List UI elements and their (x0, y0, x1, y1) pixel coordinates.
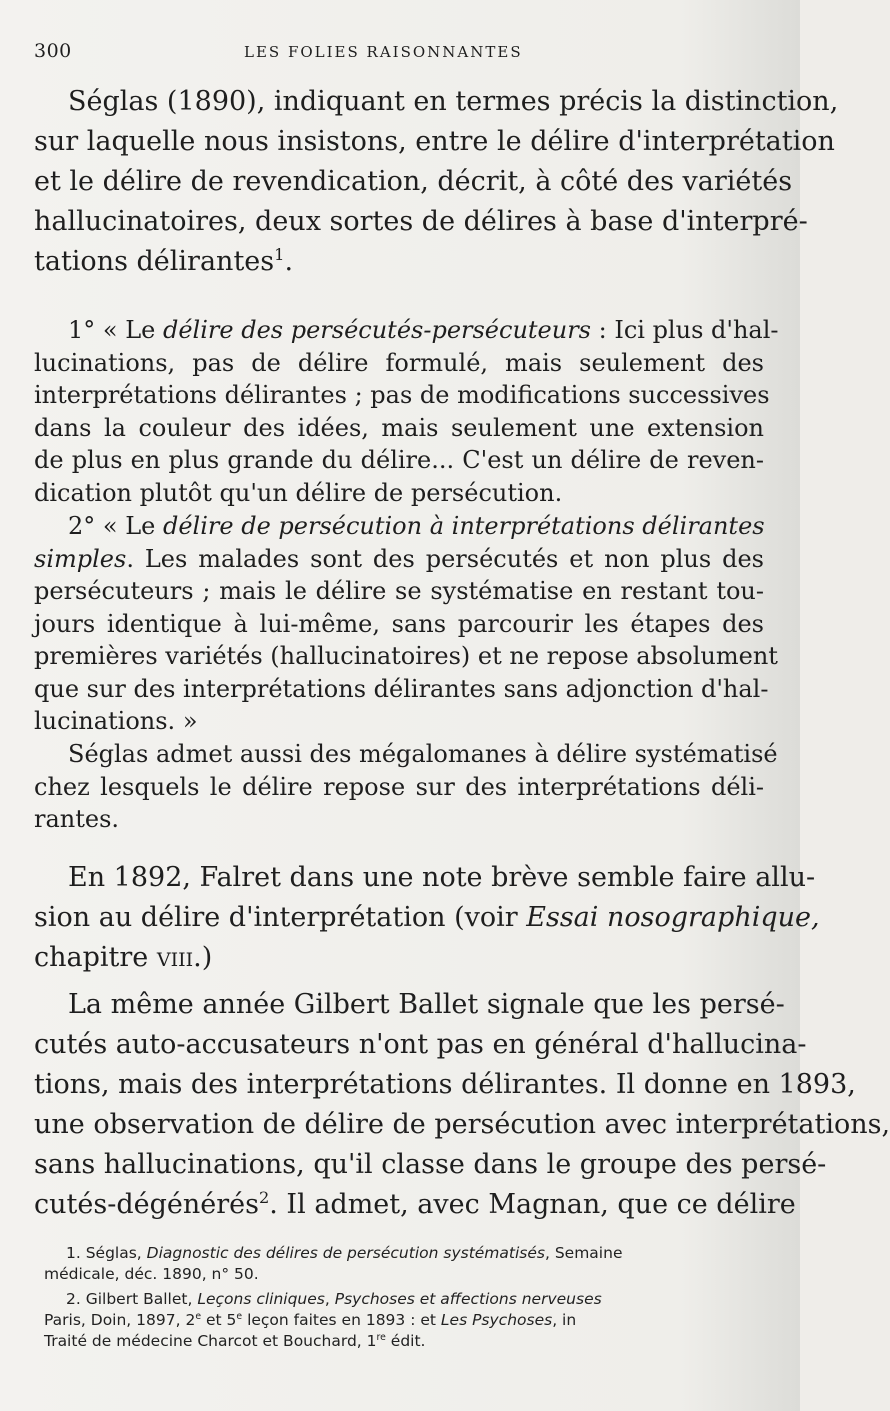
text-line: que sur des interprétations délirantes sans adjonction d'hal- (34, 674, 769, 703)
text-line: chez lesquels le délire repose sur des interprétations déli- (34, 772, 764, 801)
text-line: Séglas admet aussi des mégalomanes à délire systématisé (68, 740, 778, 768)
text-segment: 2. Gilbert Ballet, (66, 1290, 198, 1308)
text-segment: . (284, 246, 294, 277)
italic-term: délire de persécution à interprétations délirantes (162, 512, 765, 540)
ordinal-suffix: e (236, 1310, 243, 1322)
text-line: cutés auto-accusateurs n'ont pas en général d'hallucina- (34, 1029, 807, 1060)
text-line: jours identique à lui-même, sans parcourir les étapes des (34, 609, 764, 638)
text-segment: , in (552, 1311, 577, 1329)
text-segment: . Les malades sont des persécutés et non plus des (126, 544, 764, 573)
text-line: de plus en plus grande du délire... C'est un délire de reven- (34, 446, 764, 474)
ordinal-suffix: e (195, 1310, 202, 1322)
text-line: lucinations. » (34, 707, 198, 735)
chapter-numeral: viii (156, 942, 194, 973)
text-line: Séglas (1890), indiquant en termes précis la distinction, (68, 86, 839, 117)
paragraph-megalomanes (34, 738, 778, 836)
italic-title: Essai nosographique, (526, 902, 820, 933)
italic-title: Diagnostic des délires de persécution systématisés (146, 1244, 545, 1262)
text-segment: chapitre (34, 942, 157, 973)
text-line (34, 510, 764, 543)
text-segment: , (324, 1290, 335, 1308)
text-line: persécuteurs ; mais le délire se systématise en restant tou- (34, 577, 764, 605)
text-segment: tations délirantes (34, 246, 275, 277)
italic-title: Les Psychoses (440, 1311, 553, 1329)
footnote-2-line (44, 1289, 764, 1310)
text-segment: Traité de médecine Charcot et Bouchard, 1 (44, 1332, 377, 1350)
page-header (34, 40, 760, 70)
text-segment: sion au délire d'interprétation (voir (34, 902, 527, 933)
text-line: lucinations, pas de délire formulé, mais seulement des (34, 348, 764, 377)
text-line: sans hallucinations, qu'il classe dans le groupe des persé- (34, 1149, 827, 1180)
paragraph-persecutes-persecuteurs (34, 314, 779, 509)
ordinal-suffix: re (376, 1331, 386, 1343)
text-line (34, 898, 820, 938)
page-number: 300 (34, 40, 72, 62)
text-line (34, 938, 764, 978)
text-line: dans la couleur des idées, mais seulement une extension (34, 413, 764, 442)
text-segment: : Ici plus d'hal- (591, 316, 779, 344)
text-line: premières variétés (hallucinatoires) et ne repose absolument (34, 642, 778, 670)
footnote-1-line: médicale, déc. 1890, n° 50. (44, 1265, 259, 1283)
text-line: rantes. (34, 805, 120, 833)
running-title: LES FOLIES RAISONNANTES (244, 43, 523, 61)
text-segment: édit. (385, 1332, 426, 1350)
text-segment: cutés-dégénérés (34, 1189, 259, 1220)
paragraph-gilbert-ballet (34, 985, 890, 1225)
text-line: hallucinatoires, deux sortes de délires à base d'interpré- (34, 206, 808, 237)
footnote-2-line (44, 1310, 764, 1331)
footnote-ref-1: 1 (274, 245, 285, 264)
italic-title: Psychoses et affections nerveuses (334, 1290, 602, 1308)
text-line: En 1892, Falret dans une note brève semble faire allu- (68, 862, 816, 893)
footnote-ref-2: 2 (258, 1188, 270, 1207)
paragraph-delire-persecution (34, 510, 778, 738)
text-segment: 1° « Le (68, 316, 163, 344)
footnotes (44, 1243, 764, 1352)
text-line: sur laquelle nous insistons, entre le délire d'interprétation (34, 126, 835, 157)
text-line (34, 1185, 796, 1225)
text-line (34, 314, 779, 347)
text-segment: , Semaine (544, 1244, 623, 1262)
footnote-1-line (44, 1243, 764, 1264)
text-segment: . Il admet, avec Magnan, que ce délire (269, 1189, 796, 1220)
paragraph-seglas-1890 (34, 82, 839, 282)
text-line: La même année Gilbert Ballet signale que les persé- (68, 989, 785, 1020)
text-line: et le délire de revendication, décrit, à côté des variétés (34, 166, 793, 197)
text-segment: et 5 (201, 1311, 237, 1329)
text-segment: 2° « Le (68, 512, 163, 540)
text-segment: Paris, Doin, 1897, 2 (44, 1311, 196, 1329)
italic-term: délire des persécutés-persécuteurs (162, 316, 591, 344)
text-segment: leçon faites en 1893 : et (242, 1311, 441, 1329)
text-line (34, 242, 764, 282)
italic-term: simples (34, 544, 127, 573)
footnote-2-line (44, 1331, 764, 1352)
text-line: interprétations délirantes ; pas de modifications successives (34, 381, 770, 409)
text-line (34, 543, 764, 576)
text-line: une observation de délire de persécution avec interprétations, (34, 1109, 890, 1140)
italic-title: Leçons cliniques (197, 1290, 325, 1308)
text-line: dication plutôt qu'un délire de persécution. (34, 478, 563, 507)
text-segment: 1. Séglas, (66, 1244, 147, 1262)
text-line: tions, mais des interprétations délirantes. Il donne en 1893, (34, 1069, 856, 1100)
paragraph-falret-1892 (34, 858, 820, 978)
text-segment: .) (193, 942, 213, 973)
